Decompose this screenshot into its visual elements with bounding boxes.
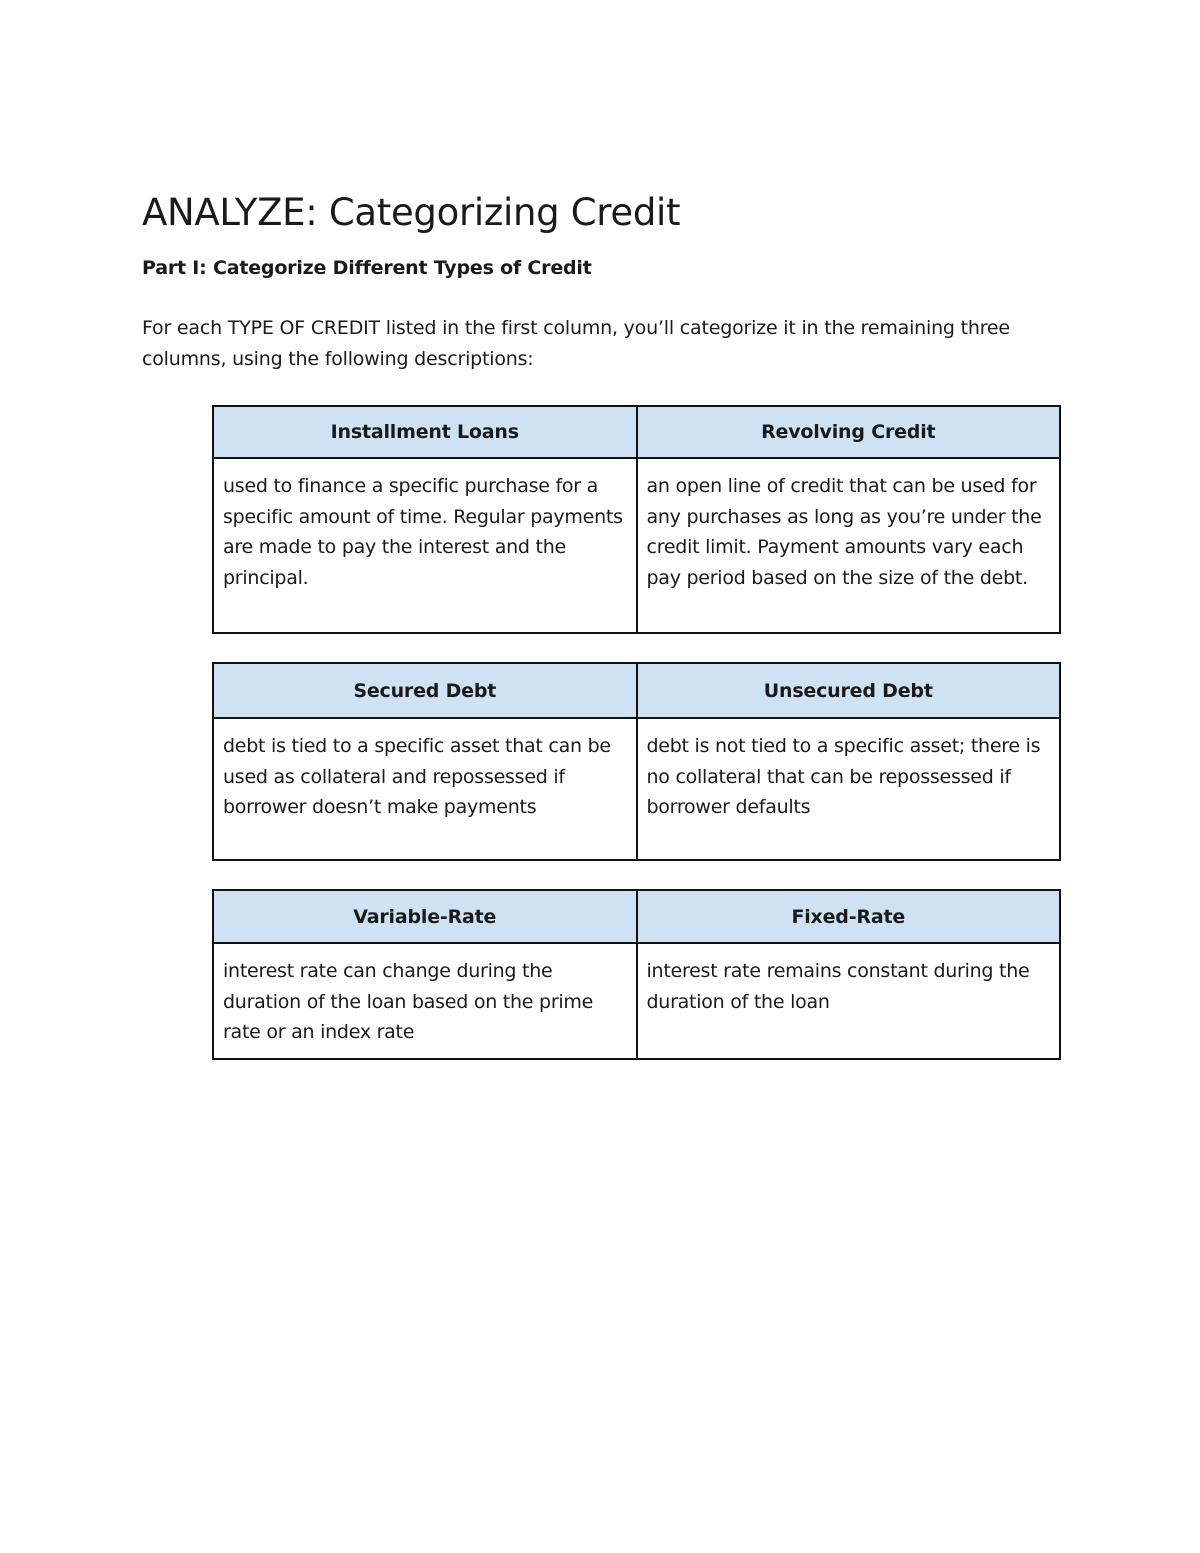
header-variable-rate: Variable-Rate xyxy=(213,890,637,943)
table-header-row xyxy=(213,663,1060,718)
description-secured-debt: debt is tied to a specific asset that can be used as collateral and repossessed if borrower doesn’t make payments xyxy=(213,718,637,860)
description-variable-rate: interest rate can change during the duration of the loan based on the prime rate or an index rate xyxy=(213,943,637,1059)
table-row xyxy=(213,943,1060,1059)
header-installment-loans: Installment Loans xyxy=(213,406,637,458)
table-row xyxy=(213,458,1060,633)
description-unsecured-debt: debt is not tied to a specific asset; there is no collateral that can be repossessed if borrower defaults xyxy=(637,718,1061,860)
description-fixed-rate: interest rate remains constant during the duration of the loan xyxy=(637,943,1061,1059)
description-installment-loans: used to finance a specific purchase for a specific amount of time. Regular payments are made to pay the interest and the principal. xyxy=(213,458,637,633)
table-header-row xyxy=(213,406,1060,458)
header-revolving-credit: Revolving Credit xyxy=(637,406,1061,458)
definition-table-variable-fixed xyxy=(212,889,1061,1060)
description-revolving-credit: an open line of credit that can be used for any purchases as long as you’re under the credit limit. Payment amounts vary each pay period based on the size of the debt. xyxy=(637,458,1061,633)
definition-table-secured-unsecured xyxy=(212,662,1061,861)
intro-paragraph: For each TYPE OF CREDIT listed in the first column, you’ll categorize it in the remaining three columns, using the following descriptions: xyxy=(142,317,1010,370)
header-unsecured-debt: Unsecured Debt xyxy=(637,663,1061,718)
header-fixed-rate: Fixed-Rate xyxy=(637,890,1061,943)
header-secured-debt: Secured Debt xyxy=(213,663,637,718)
part-heading: Part I: Categorize Different Types of Credit xyxy=(142,257,592,279)
table-row xyxy=(213,718,1060,860)
page-title: ANALYZE: Categorizing Credit xyxy=(142,191,681,234)
table-header-row xyxy=(213,890,1060,943)
definition-table-installment-revolving xyxy=(212,405,1061,634)
